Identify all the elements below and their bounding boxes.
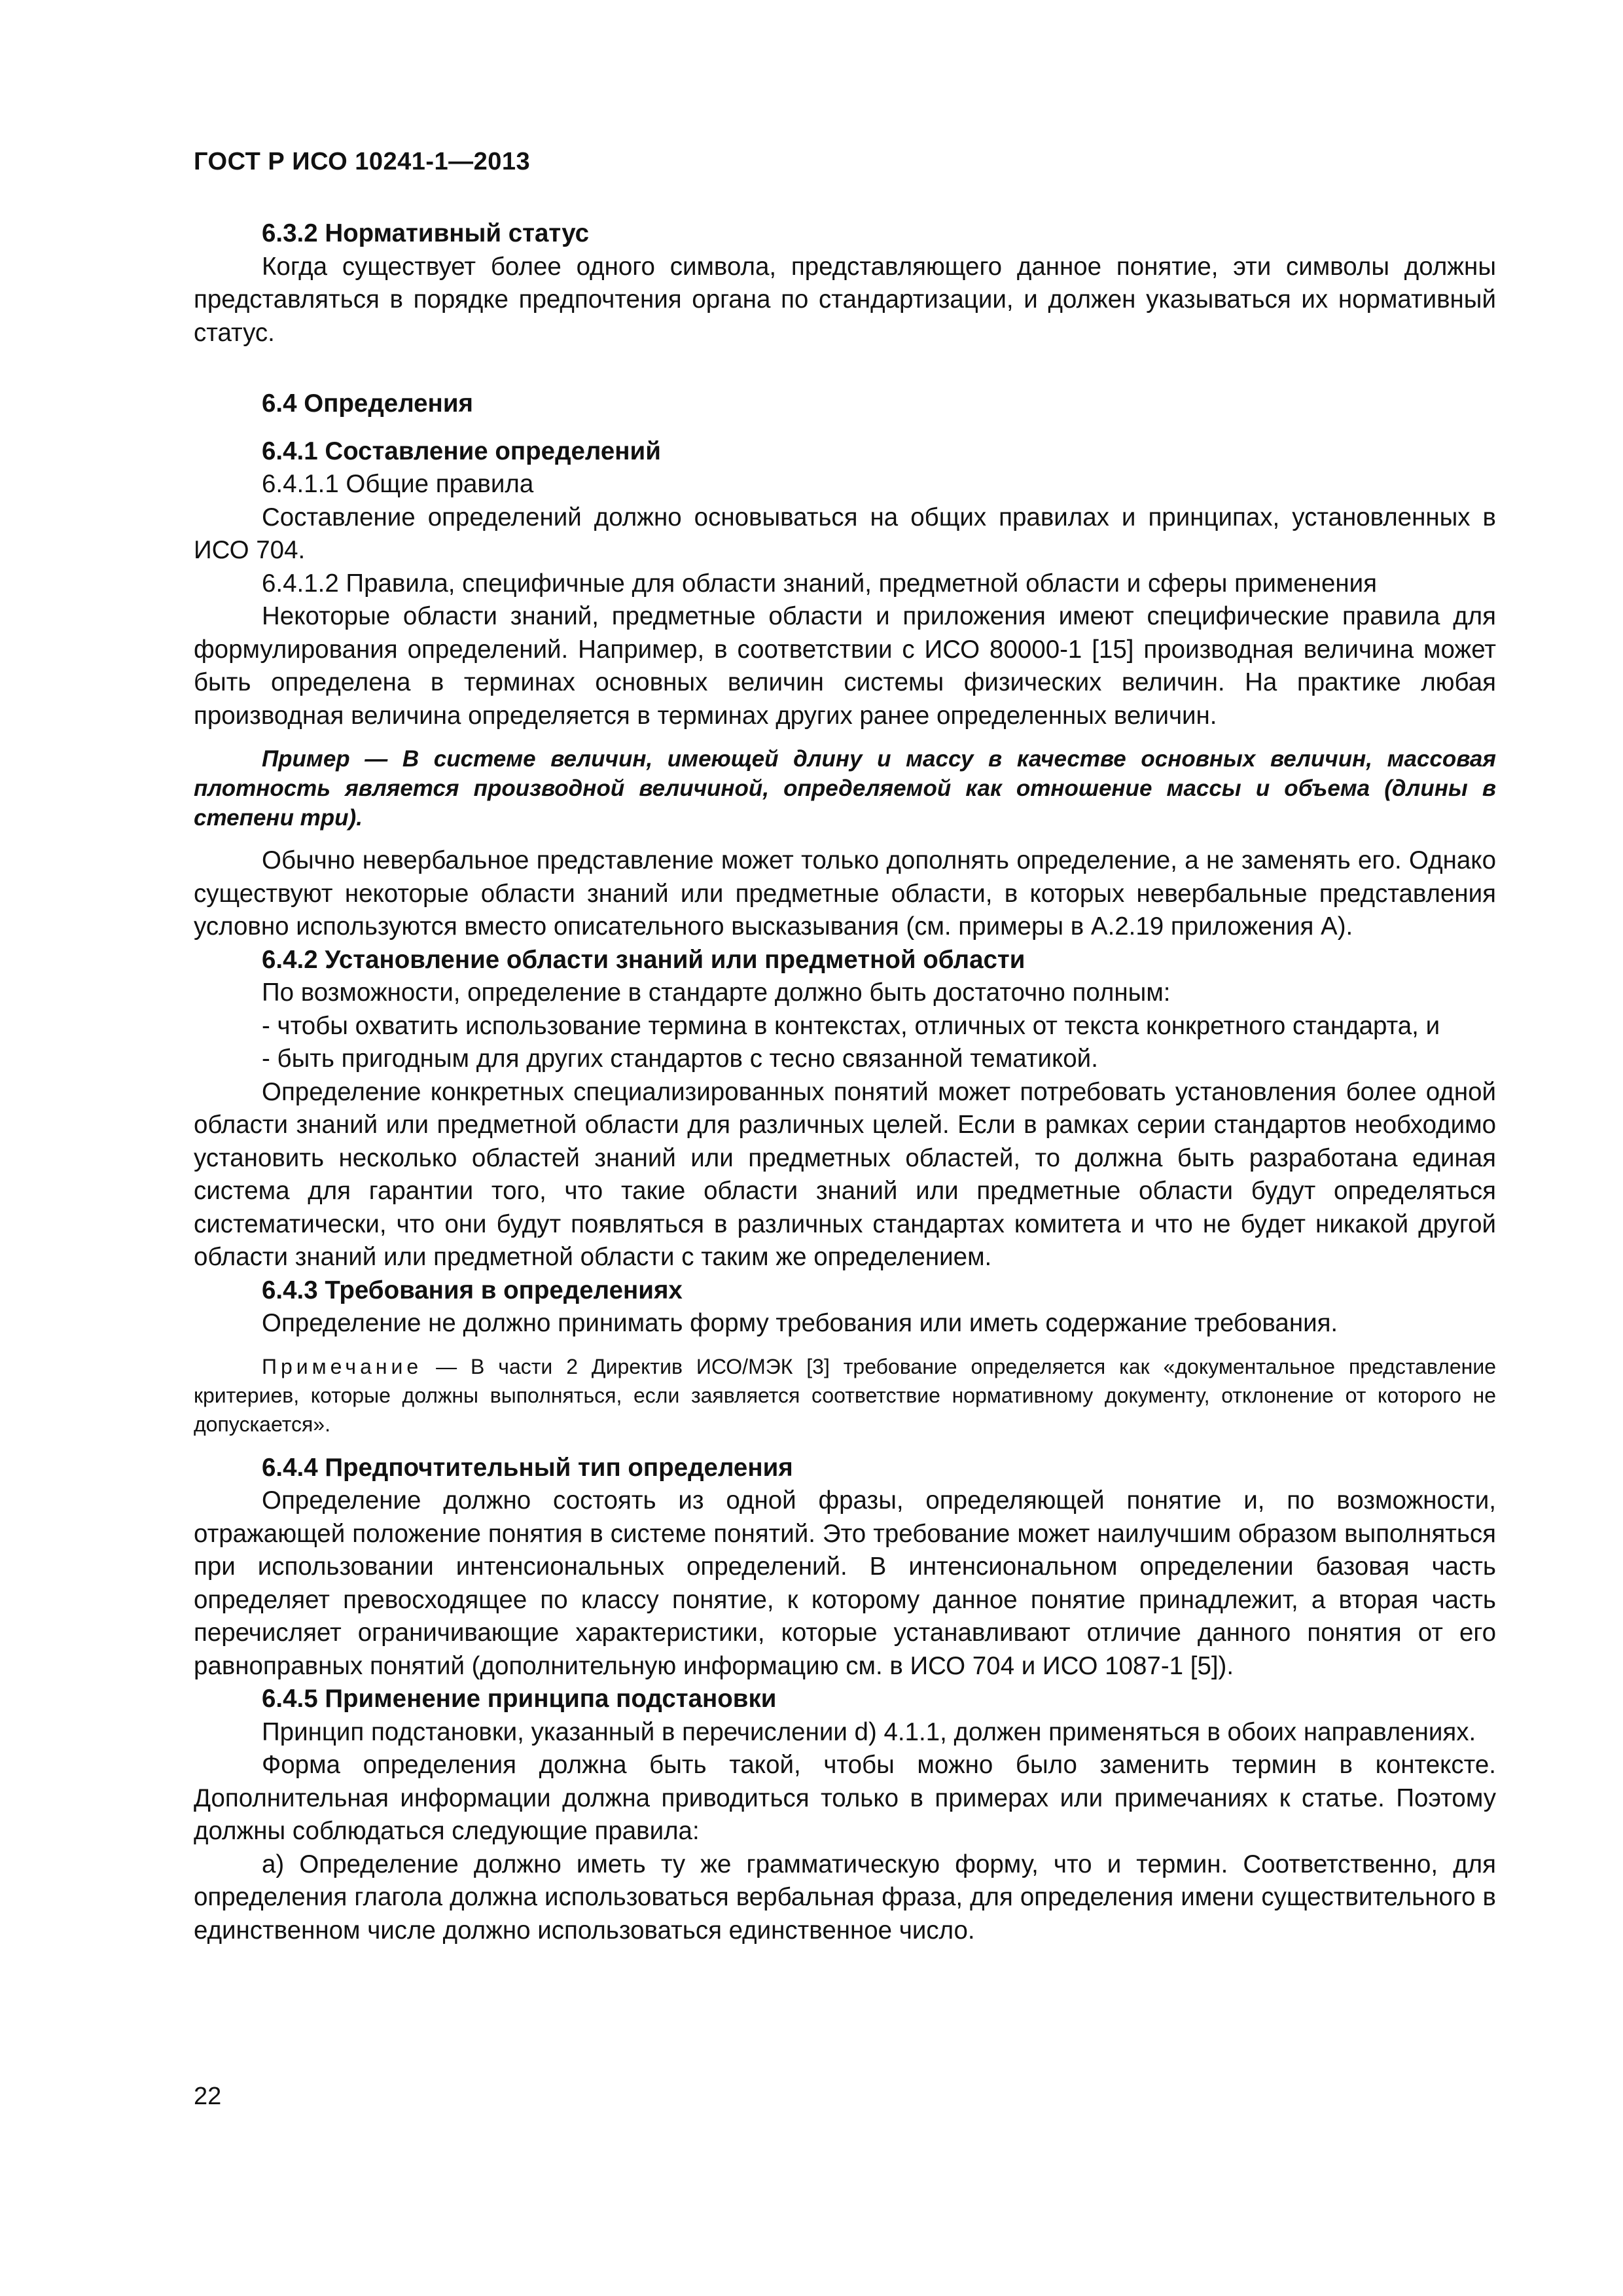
section-6-4-5-paragraph: Принцип подстановки, указанный в перечислении d) 4.1.1, должен применяться в обоих направлениях. — [262, 1717, 1476, 1746]
section-6-4-1-2-heading: 6.4.1.2 Правила, специфичные для области знаний, предметной области и сферы применения — [262, 569, 1378, 598]
section-6-4-heading: 6.4 Определения — [262, 389, 473, 418]
note-block — [194, 1352, 1496, 1439]
section-6-4-5-paragraph-3: а) Определение должно иметь ту же грамматическую форму, что и термин. Соответственно, для определения глагола должна использоваться вербальная фраза, для определения имени существительного в единственном числе должно использоваться единственное число. — [194, 1850, 1496, 1945]
section-6-4-3-heading: 6.4.3 Требования в определениях — [262, 1276, 683, 1304]
section-6-4-2-paragraph: По возможности, определение в стандарте должно быть достаточно полным: — [262, 978, 1171, 1007]
document-header: ГОСТ Р ИСО 10241-1—2013 — [194, 148, 531, 175]
list-item: - быть пригодным для других стандартов с тесно связанной тематикой. — [262, 1045, 1098, 1073]
section-6-4-5-paragraph-2: Форма определения должна быть такой, чтобы можно было заменить термин в контексте. Дополнительная информации должна приводиться только в примерах или примечаниях к статье. Поэтому должны соблюдаться следующие правила: — [194, 1751, 1496, 1845]
section-6-4-1-heading: 6.4.1 Составление определений — [262, 437, 661, 465]
note-label: Примечание — [262, 1354, 423, 1378]
section-6-4-1-2-paragraph: Некоторые области знаний, предметные области и приложения имеют специфические правила для формулирования определений. Например, в соответствии с ИСО 80000-1 [15] производная величина может быть определена в терминах основных величин системы физических величин. На практике любая производная величина определяется в терминах других ранее определенных величин. — [194, 602, 1496, 730]
section-6-3-2-paragraph: Когда существует более одного символа, представляющего данное понятие, эти символы должны представляться в порядке предпочтения органа по стандартизации, и должен указываться их нормативный статус. — [194, 252, 1496, 347]
list-item: - чтобы охватить использование термина в контекстах, отличных от текста конкретного стандарта, и — [262, 1011, 1440, 1040]
page-number: 22 — [194, 2083, 222, 2110]
note-text: — В части 2 Директив ИСО/МЭК [3] требование определяется как «документальное представление критериев, которые должны выполняться, если заявляется соответствие нормативному документу, отклонение от которого не допускается». — [194, 1354, 1496, 1436]
section-6-4-2-paragraph-2: Определение конкретных специализированных понятий может потребовать установления более одной области знаний или предметной области для различных целей. Если в рамках серии стандартов необходимо установить несколько областей знаний или предметных областей, то должна быть разработана единая система для гарантии того, что такие области знаний или предметные области будут определяться систематически, что они будут появляться в различных стандартах комитета и что не будет никакой другой области знаний или предметной области с таким же определением. — [194, 1077, 1496, 1271]
section-6-4-3-paragraph: Определение не должно принимать форму требования или иметь содержание требования. — [262, 1309, 1338, 1337]
section-6-4-1-1-paragraph: Составление определений должно основываться на общих правилах и принципах, установленных в ИСО 704. — [194, 503, 1496, 564]
section-6-4-4-heading: 6.4.4 Предпочтительный тип определения — [262, 1453, 793, 1482]
section-6-4-1-2-paragraph-2: Обычно невербальное представление может только дополнять определение, а не заменять его. Однако существуют некоторые области знаний или предметные области, в которых невербальные представления условно используются вместо описательного высказывания (см. примеры в А.2.19 приложения А). — [194, 846, 1496, 941]
section-6-3-2-heading: 6.3.2 Нормативный статус — [262, 219, 590, 247]
section-6-4-4-paragraph: Определение должно состоять из одной фразы, определяющей понятие и, по возможности, отражающей положение понятия в системе понятий. Это требование может наилучшим образом выполняться при использовании интенсиональных определений. В интенсиональном определении базовая часть определяет превосходящее по классу понятие, к которому данное понятие принадлежит, а вторая часть перечисляет ограничивающие характеристики, которые устанавливают отличие данного понятия от его равноправных понятий (дополнительную информацию см. в ИСО 704 и ИСО 1087-1 [5]). — [194, 1486, 1496, 1680]
section-6-4-1-1-heading: 6.4.1.1 Общие правила — [262, 470, 534, 498]
section-6-4-5-heading: 6.4.5 Применение принципа подстановки — [262, 1685, 777, 1713]
example-block: Пример — В системе величин, имеющей длину и массу в качестве основных величин, массовая плотность является производной величиной, определяемой как отношение массы и объема (длины в степени три). — [194, 746, 1496, 831]
document-body — [194, 217, 1496, 1947]
section-6-4-2-heading: 6.4.2 Установление области знаний или предметной области — [262, 945, 1026, 974]
